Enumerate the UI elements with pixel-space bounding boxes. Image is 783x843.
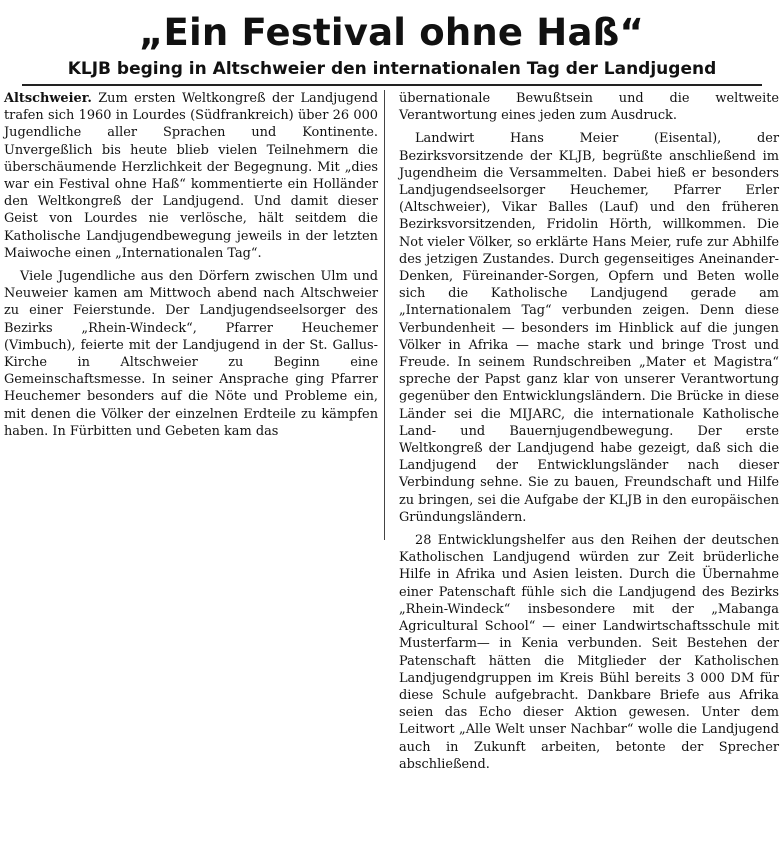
- paragraph: Landwirt Hans Meier (Eisental), der Bezirksvorsitzende der KLJB, begrüßte anschließend im Jugendheim die Versammelten. Dabei hieß er besonders Landjugendseelsorger Heuchemer, Pfarrer Erler (Altschweier), Vikar Balles (Lauf) und den früheren Bezirksvorsitzenden, Fridolin Hörth, willkommen. Die Not vieler Völker, so erklärte Hans Meier, rufe zur Abhilfe des jetzigen Zustandes. Durch gegenseitiges Aneinander-Denken, Füreinander-Sorgen, Opfern und Beten wolle sich die Katholische Landjugend gerade am „Internationalem Tag“ verbunden zeigen. Denn diese Verbundenheit — besonders im Hinblick auf die jungen Völker in Afrika — mache stark und bringe Trost und Freude. In seinem Rundschreiben „Mater et Magistra“ spreche der Papst ganz klar von unserer Verantwortung gegenüber den Entwicklungsländern. Die Brücke in diese Länder sei die MIJARC, die internationale Katholische Land- und Bauernjugendbewegung. Der erste Weltkongreß der Landjugend habe gezeigt, daß sich die Landjugend der Entwicklungsländer nach dieser Verbindung sehne. Sie zu bauen, Freundschaft und Hilfe zu bringen, sei die Aufgabe der KLJB in den europäischen Gründungsländern.: [399, 131, 779, 525]
- paragraph: [4, 90, 378, 262]
- right-column: [399, 90, 779, 779]
- headline: „Ein Festival ohne Haß“: [139, 11, 644, 54]
- subheadline: KLJB beging in Altschweier den internationalen Tag der Landjugend: [22, 58, 762, 86]
- paragraph: übernationale Bewußtsein und die weltweite Verantwortung eines jeden zum Ausdruck.: [399, 91, 779, 124]
- paragraph: 28 Entwicklungshelfer aus den Reihen der deutschen Katholischen Landjugend würden zur Zeit brüderliche Hilfe in Afrika und Asien leisten. Durch die Übernahme einer Patenschaft fühle sich die Landjugend des Bezirks „Rhein-Windeck“ insbesondere mit der „Mabanga Agricultural School“ — einer Landwirtschaftsschule mit Musterfarm— in Kenia verbunden. Seit Bestehen der Patenschaft hätten die Mitglieder der Katholischen Landjugendgruppen im Kreis Bühl bereits 3 000 DM für diese Schule aufgebracht. Dankbare Briefe aus Afrika seien das Echo dieser Aktion gewesen. Unter dem Leitwort „Alle Welt unser Nachbar“ wolle die Landjugend auch in Zukunft arbeiten, betonte der Sprecher abschließend.: [399, 533, 779, 772]
- newspaper-clipping: [0, 12, 783, 843]
- dateline: Altschweier.: [4, 91, 92, 106]
- paragraph: Viele Jugendliche aus den Dörfern zwischen Ulm und Neuweier kamen am Mittwoch abend nach Altschweier zu einer Feierstunde. Der Landjugendseelsorger des Bezirks „Rhein-Windeck“, Pfarrer Heuchemer (Vimbuch), feierte mit der Landjugend in der St. Gallus-Kirche in Altschweier zu Beginn eine Gemeinschaftsmesse. In seiner Ansprache ging Pfarrer Heuchemer besonders auf die Nöte und Probleme ein, mit denen die Völker der einzelnen Erdteile zu kämpfen haben. In Fürbitten und Gebeten kam das: [4, 269, 378, 439]
- article-body: [4, 90, 779, 779]
- paragraph-text: Zum ersten Weltkongreß der Landjugend trafen sich 1960 in Lourdes (Südfrankreich) über 26 000 Jugendliche aller Sprachen und Kontinente. Unvergeßlich bis heute blieb vielen Teilnehmern die überschäumende Herzlichkeit der Begegnung. Mit „dies war ein Festival ohne Haß“ kommentierte ein Holländer den Weltkongreß der Landjugend. Und damit dieser Geist von Lourdes nie verlösche, hält seitdem die Katholische Landjugendbewegung jeweils in der letzten Maiwoche einen „Internationalen Tag“.: [4, 91, 378, 261]
- left-column: [4, 90, 385, 540]
